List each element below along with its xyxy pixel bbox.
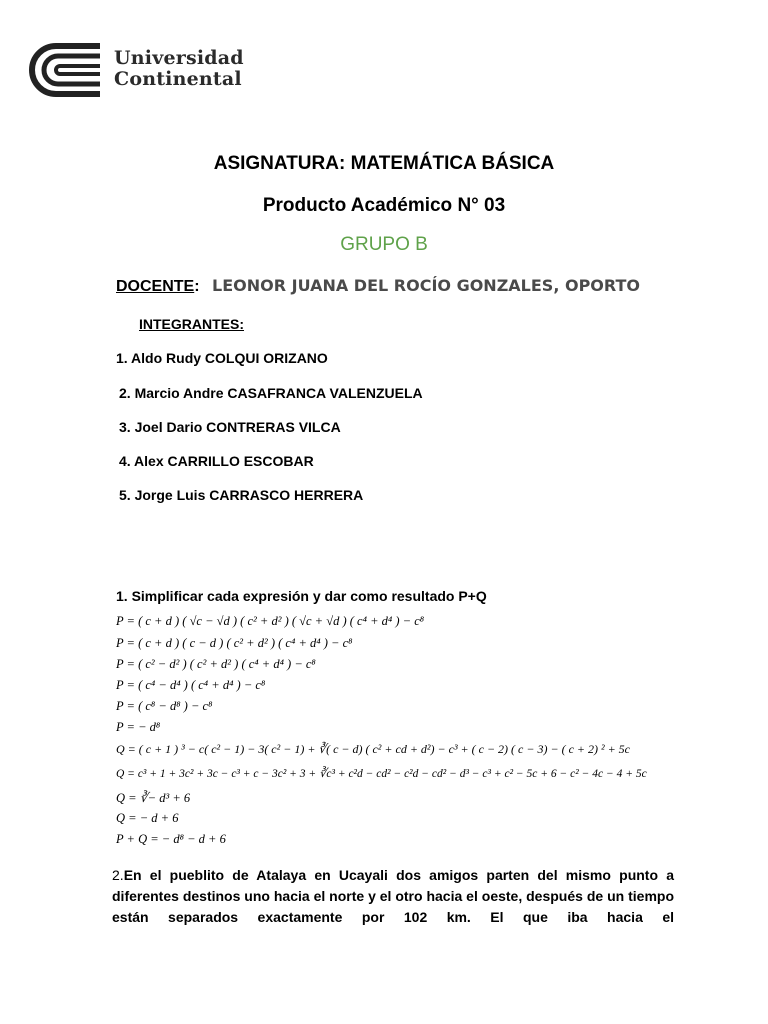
- product-heading: Producto Académico N° 03: [262, 195, 506, 216]
- docente-line: [116, 276, 640, 296]
- group-heading: GRUPO B: [340, 234, 428, 255]
- math-line: Q = c³ + 1 + 3c² + 3c − c³ + c − 3c² + 3 + ∛c³ + c²d − cd² − c²d − cd² − d³ − c³ + c² − 5c + 6 − c² − 4c − 4 + 5c: [116, 768, 647, 780]
- subject-heading: ASIGNATURA: MATEMÁTICA BÁSICA: [213, 153, 555, 174]
- math-line: P = ( c⁴ − d⁴ ) ( c⁴ + d⁴ ) − c⁸: [116, 678, 266, 692]
- member-item: 5. Jorge Luis CARRASCO HERRERA: [119, 487, 364, 503]
- math-line: P = ( c + d ) ( c − d ) ( c² + d² ) ( c⁴ + d⁴ ) − c⁸: [116, 636, 353, 650]
- problem2-text: En el pueblito de Atalaya en Ucayali dos amigos parten del mismo punto a diferentes destinos uno hacia el norte y el otro hacia el oeste, después de un tiempo están separados exactamente por 102 km. El que iba hacia el: [112, 867, 674, 925]
- integrantes-heading: INTEGRANTES:: [139, 316, 244, 332]
- problem2-paragraph: [112, 865, 674, 928]
- docente-label: DOCENTE: [116, 278, 195, 295]
- math-line: P = ( c⁸ − d⁸ ) − c⁸: [116, 699, 213, 713]
- math-line: P = ( c² − d² ) ( c² + d² ) ( c⁴ + d⁴ ) − c⁸: [116, 657, 316, 671]
- problem2-number: 2.: [112, 867, 124, 883]
- university-name-line2: Continental: [114, 68, 242, 90]
- problem1-title: 1. Simplificar cada expresión y dar como resultado P+Q: [116, 588, 487, 604]
- docente-name: LEONOR JUANA DEL ROCÍO GONZALES, OPORTO: [212, 276, 641, 295]
- university-name-line1: Universidad: [114, 47, 244, 69]
- university-name: [114, 48, 244, 90]
- math-line: P = − d⁸: [116, 720, 161, 734]
- member-item: 2. Marcio Andre CASAFRANCA VALENZUELA: [119, 385, 423, 401]
- member-item: 1. Aldo Rudy COLQUI ORIZANO: [116, 350, 328, 366]
- math-line: Q = ( c + 1 ) ³ − c( c² − 1) − 3( c² − 1) + ∛( c − d) ( c² + cd + d²) − c³ + ( c − 2) ( c − 3) − ( c + 2) ² + 5c: [116, 742, 631, 756]
- math-line: Q = ∛− d³ + 6: [116, 791, 191, 805]
- math-line: P = ( c + d ) ( √c − √d ) ( c² + d² ) ( √c + √d ) ( c⁴ + d⁴ ) − c⁸: [116, 614, 425, 628]
- university-logo: [28, 42, 104, 98]
- math-line: Q = − d + 6: [116, 811, 179, 825]
- math-line: P + Q = − d⁸ − d + 6: [116, 832, 226, 846]
- docente-colon: :: [194, 278, 200, 295]
- member-item: 3. Joel Dario CONTRERAS VILCA: [119, 419, 341, 435]
- member-item: 4. Alex CARRILLO ESCOBAR: [119, 453, 314, 469]
